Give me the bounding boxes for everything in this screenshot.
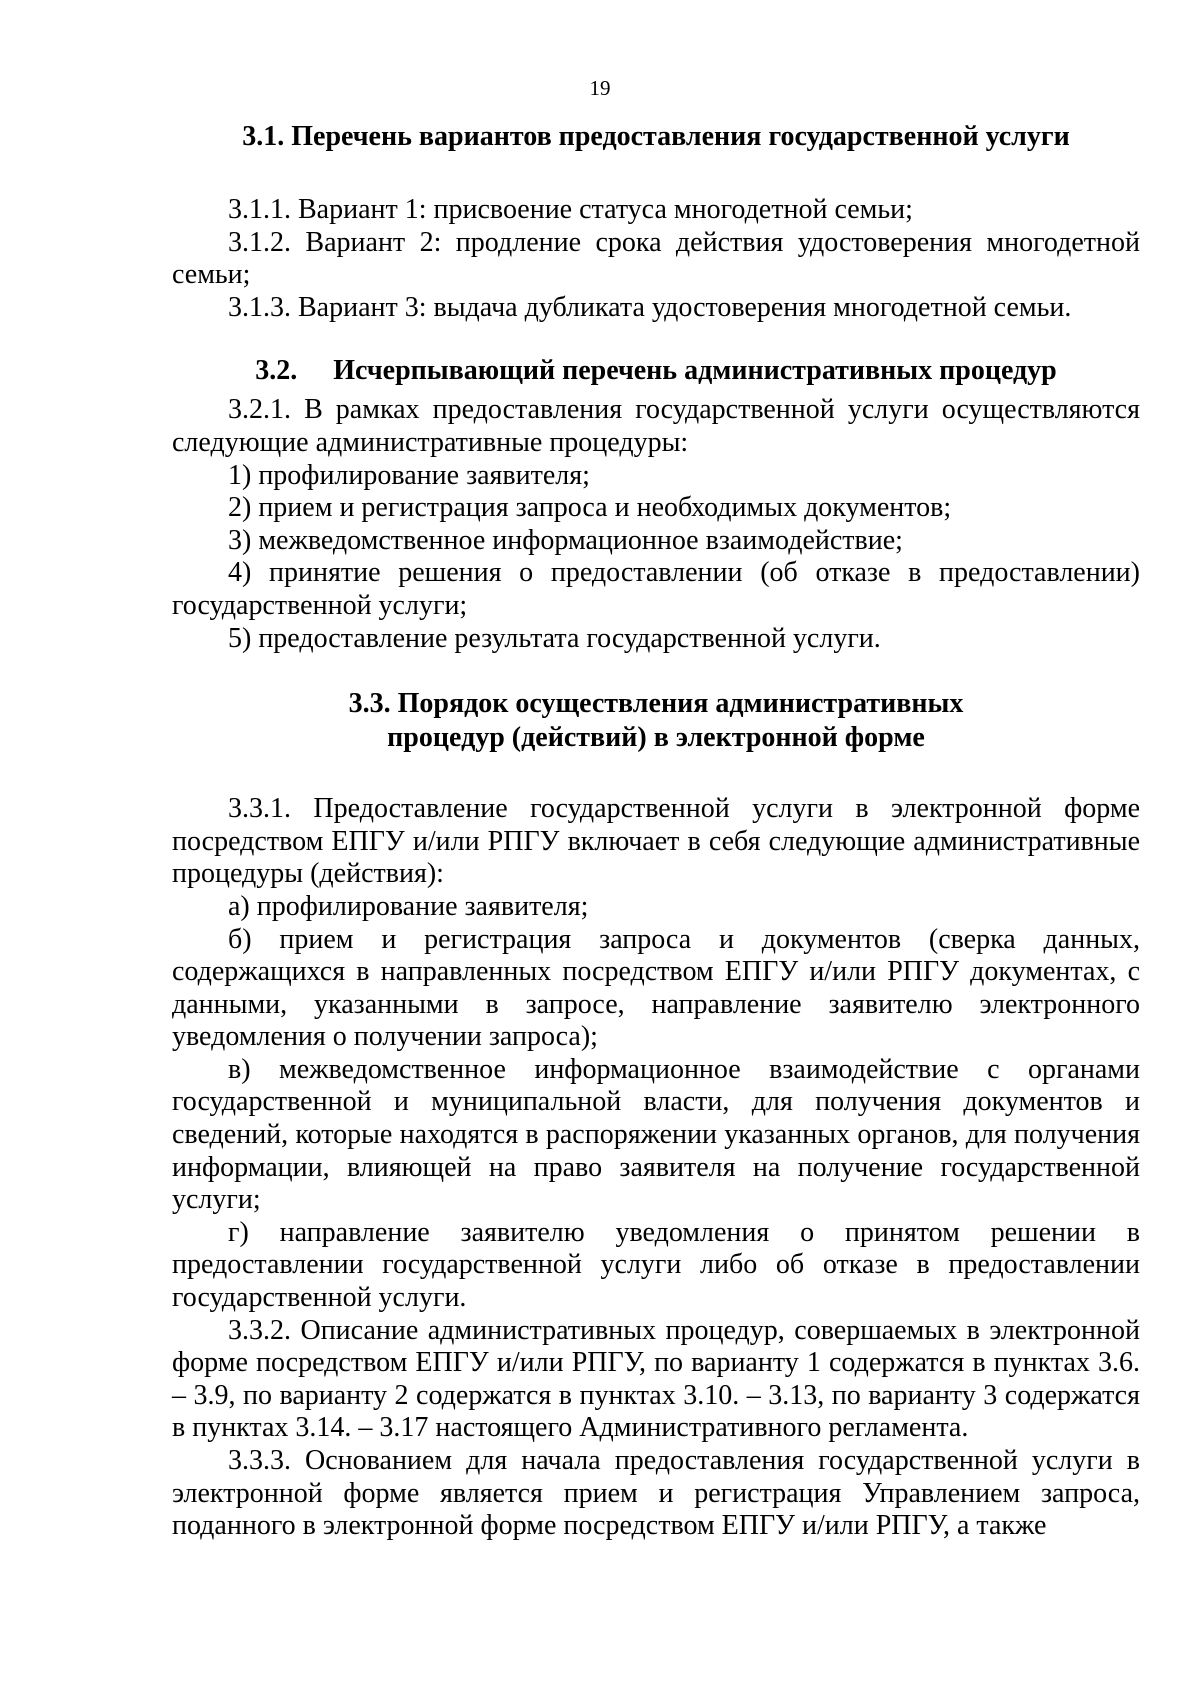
heading-3-3-line2: процедур (действий) в электронной форме	[387, 722, 925, 754]
item-3-1-3: 3.1.3. Вариант 3: выдача дубликата удостоверения многодетной семьи.	[228, 291, 1072, 323]
item-3-1-2: 3.1.2. Вариант 2: продление срока действия удостоверения многодетной семьи;	[172, 226, 1140, 291]
item-3-1-1: 3.1.1. Вариант 1: присвоение статуса многодетной семьи;	[228, 194, 913, 225]
paragraph-3-3-1: 3.3.1. Предоставление государственной услуги в электронной форме посредством ЕПГУ и/или РПГУ включает в себя следующие административные процедуры (действия):	[172, 793, 1140, 890]
heading-3-2-number: 3.2.	[255, 355, 298, 387]
heading-3-3-line1: 3.3. Порядок осуществления административных	[348, 688, 964, 720]
paragraph-3-3-2: 3.3.2. Описание административных процедур, совершаемых в электронной форме посредством ЕПГУ и/или РПГУ, по варианту 1 содержатся в пунктах 3.6. – 3.9, по варианту 2 содержатся в пунктах 3.10. – 3.13, по варианту 3 содержатся в пунктах 3.14. – 3.17 настоящего Административного регламента.	[172, 1314, 1140, 1444]
heading-3-1: 3.1. Перечень вариантов предоставления государственной услуги	[242, 121, 1070, 152]
page-number: 19	[589, 76, 611, 100]
list-item: а) профилирование заявителя;	[228, 890, 589, 922]
paragraph-3-3-3: 3.3.3. Основанием для начала предоставления государственной услуги в электронной форме является прием и регистрация Управлением запроса, поданного в электронной форме посредством ЕПГУ и/или РПГУ, а также	[172, 1445, 1140, 1542]
list-item: 1) профилирование заявителя;	[228, 459, 590, 491]
list-item: в) межведомственное информационное взаимодействие с органами государственной и муниципальной власти, для получения документов и сведений, которые находятся в распоряжении указанных органов, для получения информации, влияющей на право заявителя на получение государственной услуги;	[172, 1053, 1140, 1216]
list-item: 3) межведомственное информационное взаимодействие;	[228, 524, 903, 556]
list-item: б) прием и регистрация запроса и документов (сверка данных, содержащихся в направленных посредством ЕПГУ и/или РПГУ документах, с данными, указанными в запросе, направление заявителю электронного уведомления о получении запроса);	[172, 923, 1140, 1053]
list-item: 5) предоставление результата государственной услуги.	[228, 622, 881, 654]
paragraph-3-2-1: 3.2.1. В рамках предоставления государственной услуги осуществляются следующие административные процедуры:	[172, 394, 1140, 458]
list-item: 2) прием и регистрация запроса и необходимых документов;	[228, 492, 952, 524]
heading-3-3	[172, 687, 1140, 755]
heading-3-2-text: Исчерпывающий перечень административных процедур	[333, 355, 1057, 387]
heading-3-2	[172, 354, 1140, 388]
list-item: г) направление заявителю уведомления о принятом решении в предоставлении государственной услуги либо об отказе в предоставлении государственной услуги.	[172, 1216, 1140, 1314]
document-body	[172, 120, 1140, 1543]
list-item: 4) принятие решения о предоставлении (об отказе в предоставлении) государственной услуги;	[172, 557, 1140, 621]
